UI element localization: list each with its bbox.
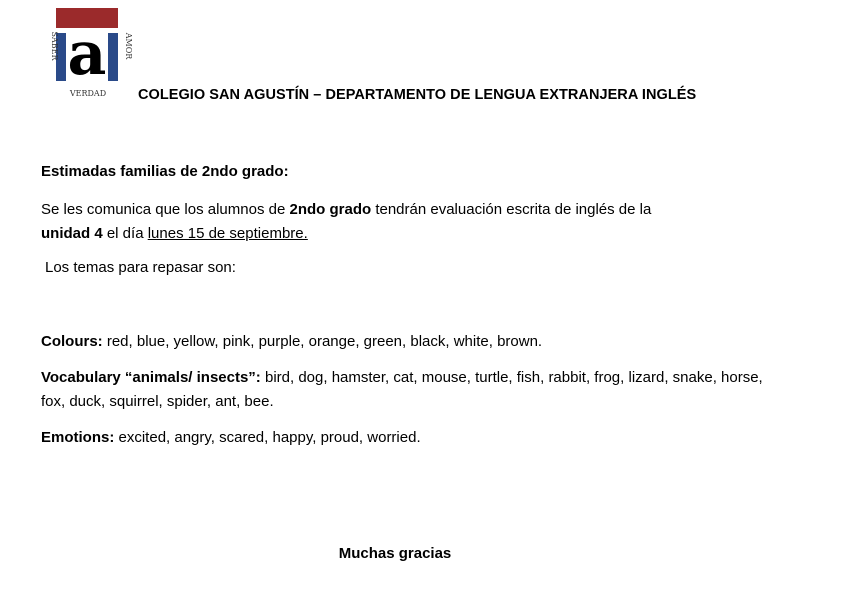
page-title: COLEGIO SAN AGUSTÍN – DEPARTAMENTO DE LENGUA EXTRANJERA INGLÉS <box>138 87 697 103</box>
topic-colours <box>41 330 781 354</box>
announce-date: lunes 15 de septiembre. <box>147 225 308 242</box>
topic-text: red, blue, yellow, pink, purple, orange, green, black, white, brown. <box>102 333 543 350</box>
logo-word-left: SABER <box>50 31 59 61</box>
closing: Muchas gracias <box>338 545 452 562</box>
topic-label: Colours: <box>41 333 103 350</box>
letter-body <box>41 160 781 462</box>
topic-label: Vocabulary “animals/ insects”: <box>41 369 261 386</box>
topic-emotions <box>41 426 781 450</box>
topic-text: bird, dog, hamster, cat, mouse, turtle, fish, rabbit, frog, lizard, snake, horse, fox, duck, squirrel, spider, ant, bee. <box>41 369 763 410</box>
announce-text-3: el día <box>102 225 148 242</box>
announce-unit: unidad 4 <box>41 225 103 242</box>
logo-letter: a <box>67 19 107 89</box>
topics-intro: Los temas para repasar son: <box>45 259 236 276</box>
announce-grade: 2ndo grado <box>289 201 372 218</box>
announcement <box>41 198 781 246</box>
logo-word-bottom: VERDAD <box>69 89 107 98</box>
greeting: Estimadas familias de 2ndo grado: <box>41 163 289 180</box>
announce-text-2: tendrán evaluación escrita de inglés de la <box>371 201 652 218</box>
school-logo <box>40 6 136 100</box>
logo-word-right: AMOR <box>124 32 133 60</box>
topic-text: excited, angry, scared, happy, proud, worried. <box>114 429 421 446</box>
topic-vocabulary <box>41 366 781 414</box>
announce-text-1: Se les comunica que los alumnos de <box>41 201 290 218</box>
topic-label: Emotions: <box>41 429 115 446</box>
